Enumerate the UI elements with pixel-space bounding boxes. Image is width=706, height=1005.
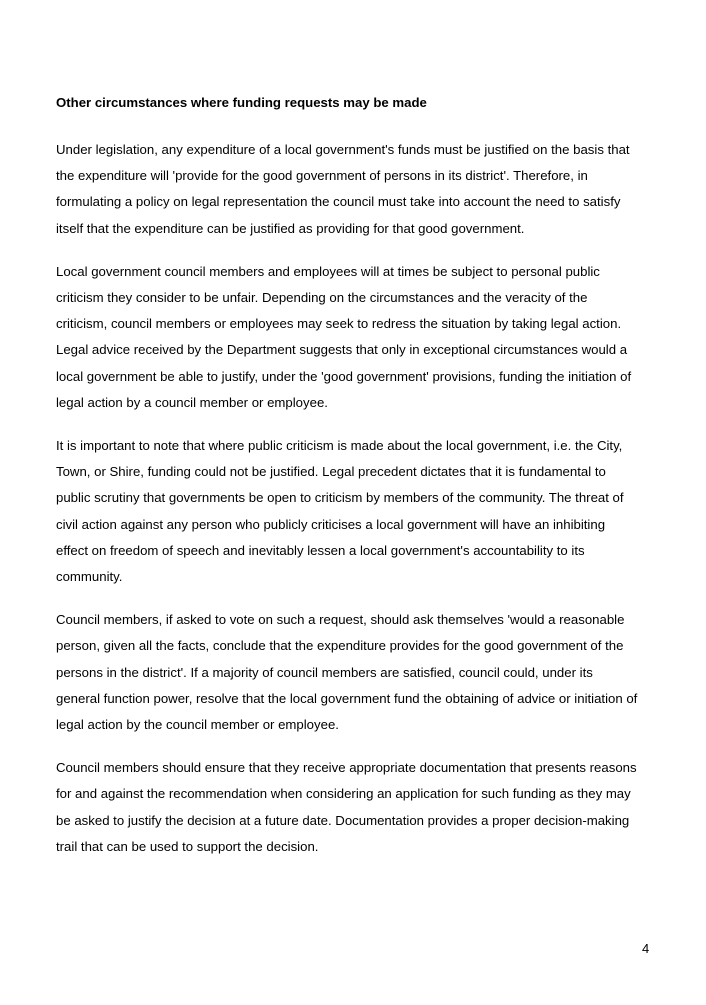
paragraph [56,607,656,738]
paragraph-line: be asked to justify the decision at a future date. Documentation provides a proper decision-making [56,812,630,828]
paragraph-line: civil action against any person who publicly criticises a local government will have an inhibiting [56,516,606,532]
paragraph-line: Town, or Shire, funding could not be justified. Legal precedent dictates that it is fundamental to [56,464,606,480]
paragraph-line: Council members should ensure that they receive appropriate documentation that presents reasons [56,760,637,776]
paragraph [56,755,656,860]
paragraph-line: criticism they consider to be unfair. Depending on the circumstances and the veracity of the [56,290,588,306]
paragraph-line: itself that the expenditure can be justified as providing for that good government. [56,220,525,236]
paragraph-list [56,137,656,860]
paragraph [56,137,656,242]
section-heading: Other circumstances where funding requests may be made [56,95,427,110]
paragraph-line: persons in the district'. If a majority of council members are satisfied, council could, under its [56,664,593,680]
paragraph-line: formulating a policy on legal representation the council must take into account the need to satisfy [56,194,621,210]
paragraph-line: general function power, resolve that the local government fund the obtaining of advice or initiation of [56,690,638,706]
paragraph [56,259,656,416]
paragraph-line: community. [56,569,123,585]
paragraph-line: Under legislation, any expenditure of a local government's funds must be justified on the basis that [56,142,630,157]
paragraph-line: for and against the recommendation when considering an application for such funding as they may [56,786,631,802]
paragraph-line: public scrutiny that governments be open to criticism by members of the community. The threat of [56,490,624,506]
paragraph-line: Local government council members and employees will at times be subject to personal public [56,263,600,279]
paragraph-line: criticism, council members or employees may seek to redress the situation by taking legal action. [56,316,622,332]
paragraph-line: person, given all the facts, conclude that the expenditure provides for the good government of the [56,638,624,654]
paragraph-line: Legal advice received by the Department suggests that only in exceptional circumstances would a [56,342,628,358]
paragraph-line: local government be able to justify, under the 'good government' provisions, funding the initiation of [56,368,632,384]
page-number: 4 [642,941,650,956]
paragraph-line: effect on freedom of speech and inevitably lessen a local government's accountability to its [56,542,585,558]
paragraph-line: the expenditure will 'provide for the good government of persons in its district'. Therefore, in [56,168,588,184]
paragraph-line: legal action by a council member or employee. [56,394,328,410]
paragraph [56,433,656,590]
paragraph-line: Council members, if asked to vote on such a request, should ask themselves 'would a reasonable [56,612,625,628]
paragraph-line: trail that can be used to support the decision. [56,838,319,854]
paragraph-line: It is important to note that where public criticism is made about the local government, i.e. the City, [56,438,623,454]
document-body [56,93,656,877]
paragraph-line: legal action by the council member or employee. [56,717,339,733]
